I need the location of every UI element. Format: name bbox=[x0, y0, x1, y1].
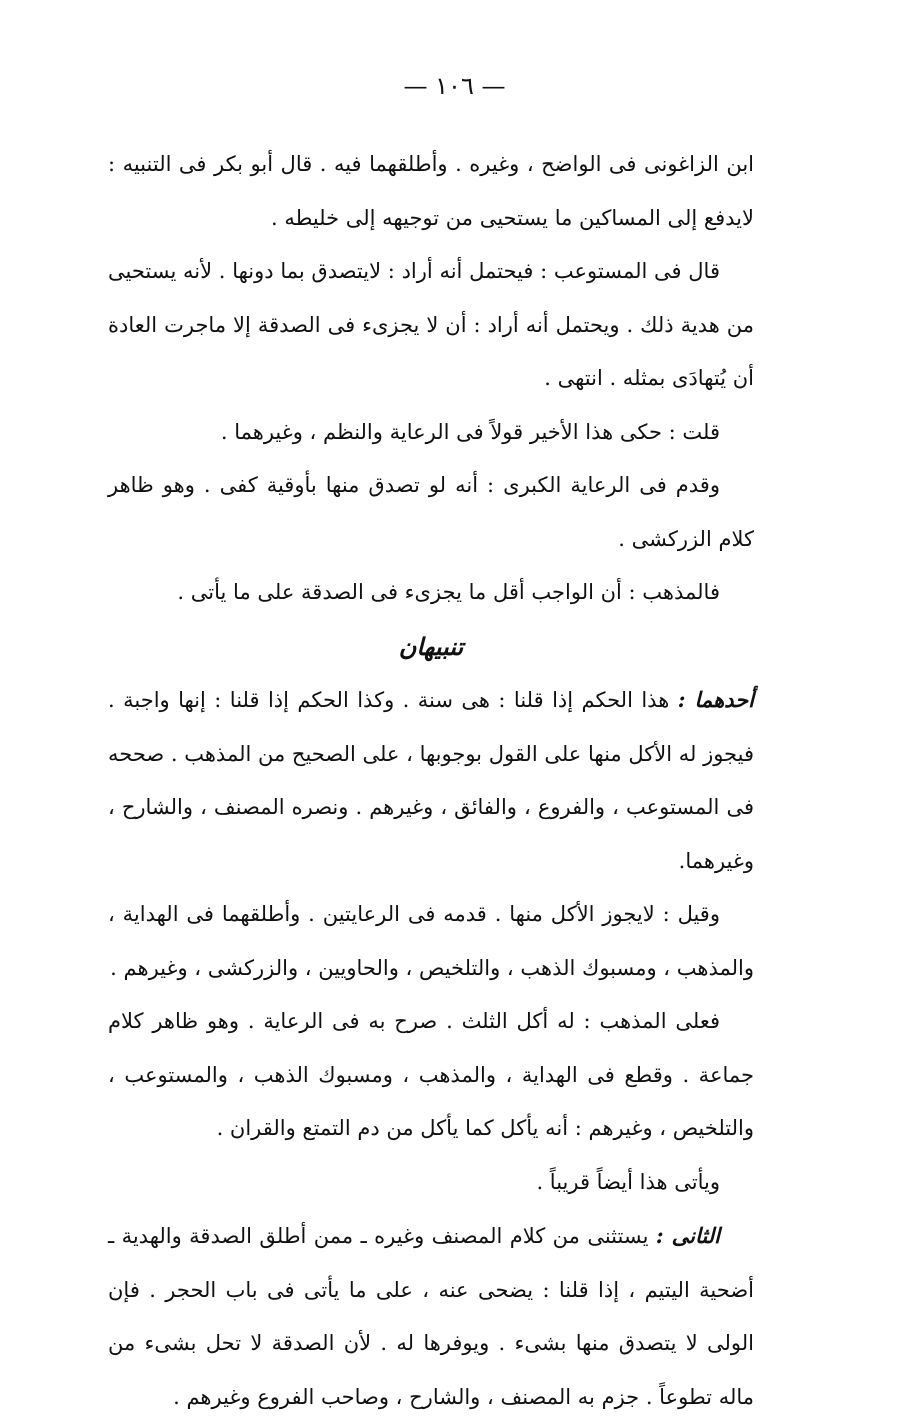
note-one-paragraph bbox=[108, 673, 754, 888]
note-two-paragraph bbox=[108, 1209, 754, 1424]
paragraph-alternative-view: وقيل : لايجوز الأكل منها . قدمه فى الرعايتين . وأطلقهما فى الهداية ، والمذهب ، ومسبوك الذهب ، والتلخيص ، والحاويين ، والزركشى ، وغيرهم . bbox=[108, 902, 754, 980]
note-two-text: يستثنى من كلام المصنف وغيره ـ ممن أطلق الصدقة والهدية ـ أضحية اليتيم ، إذا قلنا : يضحى عنه ، على ما يأتى فى باب الحجر . فإن الولى لا يتصدق منها بشىء . ويوفرها له . لأن الصدقة لا تحل بشىء من ماله تطوعاً . جزم به المصنف ، والشارح ، وصاحب الفروع وغيرهم . bbox=[108, 1224, 754, 1409]
paragraph-2: قال فى المستوعب : فيحتمل أنه أراد : لايتصدق بما دونها . لأنه يستحيى من هدية ذلك . ويحتمل أنه أراد : أن لا يجزىء فى الصدقة إلا ماجرت العادة أن يُتهادَى بمثله . انتهى . bbox=[108, 259, 754, 390]
body-text bbox=[108, 138, 754, 1424]
paragraph-forthcoming: ويأتى هذا أيضاً قريباً . bbox=[536, 1169, 720, 1194]
note-two-lead: الثانى : bbox=[655, 1223, 720, 1248]
paragraph-3: قلت : حكى هذا الأخير قولاً فى الرعاية والنظم ، وغيرهما . bbox=[220, 419, 720, 444]
note-one-lead: أحدهما : bbox=[677, 687, 754, 712]
section-heading: تنبيهان bbox=[398, 631, 464, 661]
page-number: — ١٠٦ — bbox=[403, 72, 506, 100]
paragraph-4: وقدم فى الرعاية الكبرى : أنه لو تصدق منها بأوقية كفى . وهو ظاهر كلام الزركشى . bbox=[108, 473, 754, 551]
paragraph-5: فالمذهب : أن الواجب أقل ما يجزىء فى الصدقة على ما يأتى . bbox=[177, 580, 720, 604]
paragraph-1: ابن الزاغونى فى الواضح ، وغيره . وأطلقهما فيه . قال أبو بكر فى التنبيه : لايدفع إلى المساكين ما يستحيى من توجيهه إلى خليطه . bbox=[108, 152, 754, 230]
paragraph-madhhab: فعلى المذهب : له أكل الثلث . صرح به فى الرعاية . وهو ظاهر كلام جماعة . وقطع فى الهداية ، والمذهب ، ومسبوك الذهب ، والمستوعب ، والتلخيص ، وغيرهم : أنه يأكل كما يأكل من دم التمتع والقران . bbox=[108, 1009, 754, 1140]
note-one-text: هذا الحكم إذا قلنا : هى سنة . وكذا الحكم إذا قلنا : إنها واجبة . فيجوز له الأكل منها على القول بوجوبها ، على الصحيح من المذهب . صححه فى المستوعب ، والفروع ، والفائق ، وغيرهم . ونصره المصنف ، والشارح ، وغيرهما. bbox=[108, 688, 754, 873]
